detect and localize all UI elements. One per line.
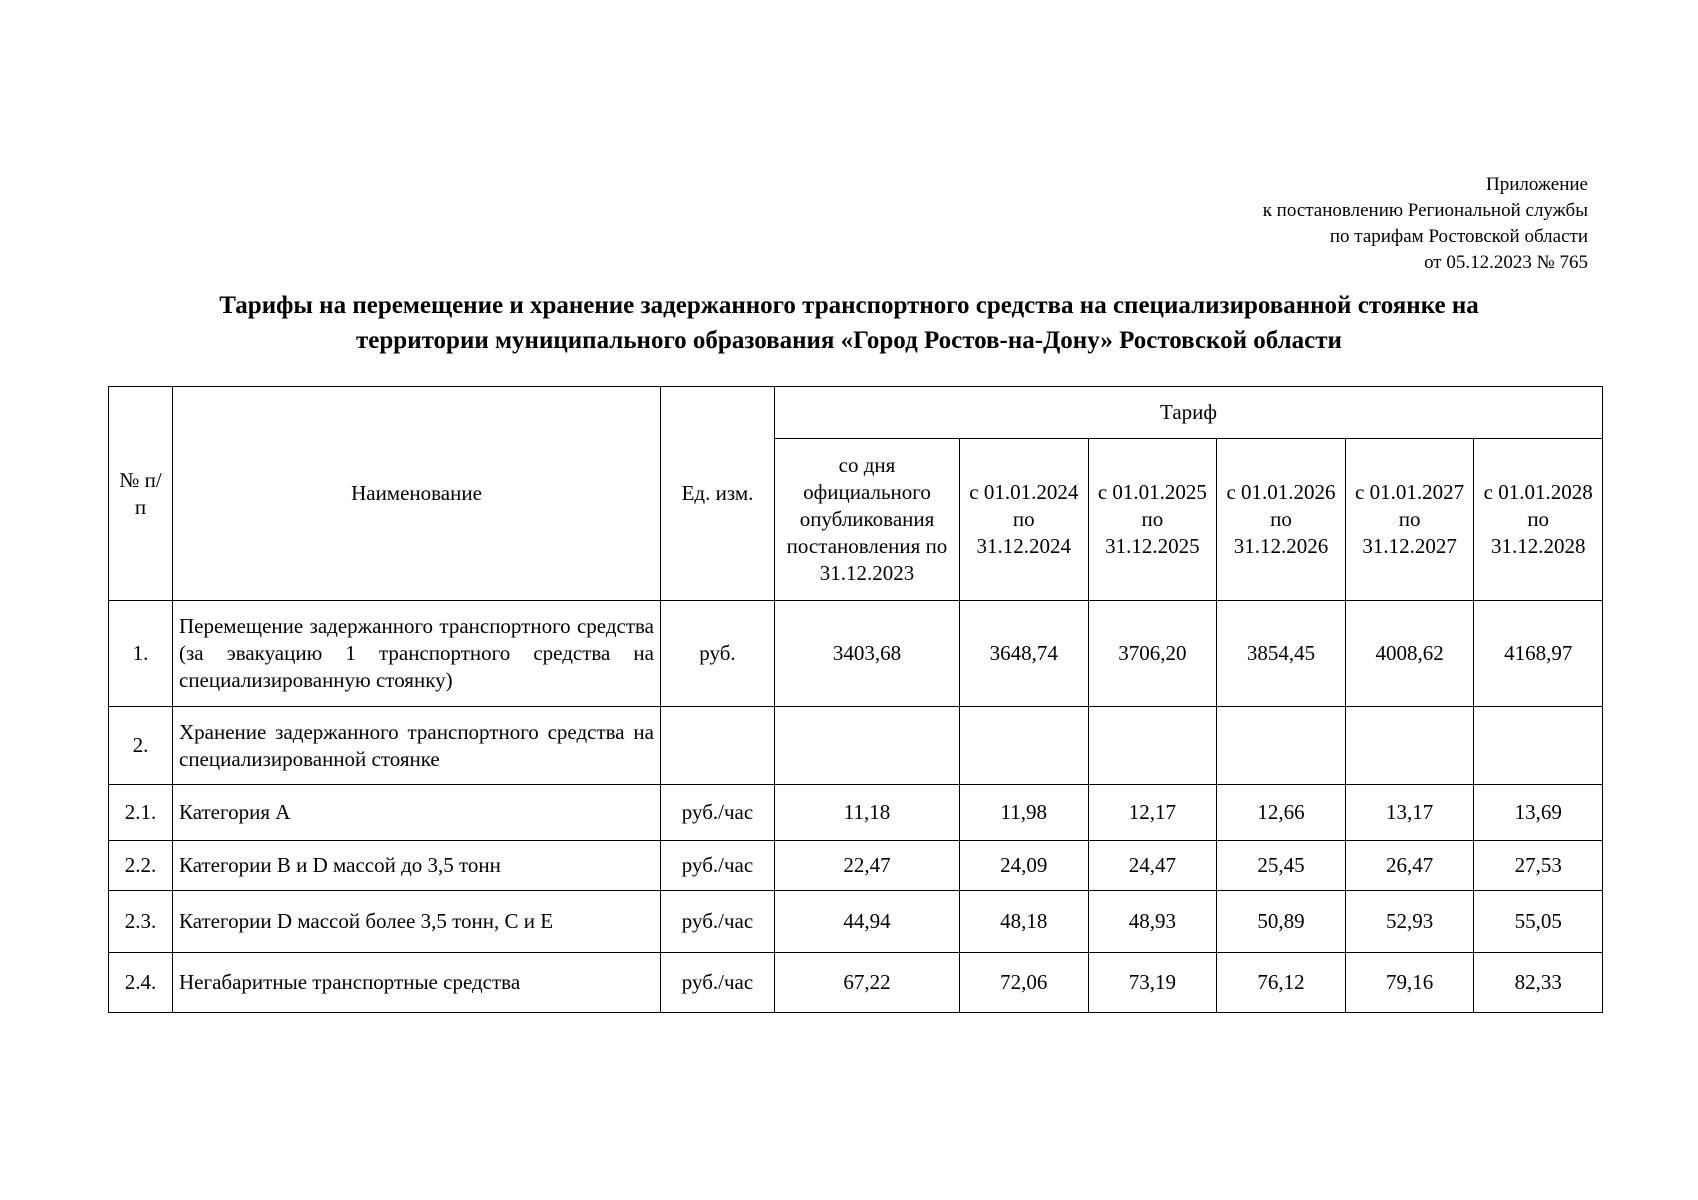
appendix-line: от 05.12.2023 № 765 [1424, 252, 1588, 273]
table-row [109, 891, 1603, 953]
header-row [109, 387, 1603, 439]
table-row [109, 953, 1603, 1013]
row-value: 11,98 [960, 785, 1089, 841]
row-value: 52,93 [1345, 891, 1474, 953]
appendix-line: к постановлению Региональной службы [1262, 200, 1588, 221]
appendix-block [1263, 172, 1588, 276]
row-value: 48,93 [1088, 891, 1217, 953]
row-name: Перемещение задержанного транспортного средства (за эвакуацию 1 транспортного средства на специализированную стоянку) [173, 601, 661, 707]
header-period: с 01.01.2025 по 31.12.2025 [1088, 439, 1217, 601]
row-unit: руб. [661, 601, 775, 707]
row-value: 22,47 [775, 841, 960, 891]
row-value: 24,47 [1088, 841, 1217, 891]
table-row [109, 707, 1603, 785]
row-value: 4008,62 [1345, 601, 1474, 707]
row-value: 82,33 [1474, 953, 1603, 1013]
document-title-line: Тарифы на перемещение и хранение задержанного транспортного средства на специализированной стоянке на [219, 292, 1479, 319]
row-value: 25,45 [1217, 841, 1346, 891]
row-name: Категория А [173, 785, 661, 841]
table-row [109, 785, 1603, 841]
row-value: 55,05 [1474, 891, 1603, 953]
row-value: 72,06 [960, 953, 1089, 1013]
row-value: 76,12 [1217, 953, 1346, 1013]
row-value: 48,18 [960, 891, 1089, 953]
row-value [1217, 707, 1346, 785]
row-number: 1. [109, 601, 173, 707]
row-value: 3706,20 [1088, 601, 1217, 707]
row-value: 27,53 [1474, 841, 1603, 891]
table-row [109, 601, 1603, 707]
header-period: с 01.01.2026 по 31.12.2026 [1217, 439, 1346, 601]
row-name: Категории B и D массой до 3,5 тонн [173, 841, 661, 891]
header-tariff: Тариф [775, 387, 1603, 439]
row-number: 2. [109, 707, 173, 785]
row-value: 24,09 [960, 841, 1089, 891]
row-unit [661, 707, 775, 785]
row-name: Хранение задержанного транспортного средства на специализированной стоянке [173, 707, 661, 785]
row-name: Категории D массой более 3,5 тонн, C и E [173, 891, 661, 953]
appendix-line: Приложение [1486, 174, 1588, 195]
row-number: 2.3. [109, 891, 173, 953]
row-value: 26,47 [1345, 841, 1474, 891]
row-value: 3854,45 [1217, 601, 1346, 707]
row-unit: руб./час [661, 891, 775, 953]
appendix-line: по тарифам Ростовской области [1329, 226, 1588, 247]
row-number: 2.4. [109, 953, 173, 1013]
row-value: 12,17 [1088, 785, 1217, 841]
row-value: 13,17 [1345, 785, 1474, 841]
row-value: 3403,68 [775, 601, 960, 707]
header-period: с 01.01.2028 по 31.12.2028 [1474, 439, 1603, 601]
row-unit: руб./час [661, 953, 775, 1013]
header-period: со дня официального опубликования постановления по 31.12.2023 [775, 439, 960, 601]
header-period: с 01.01.2024 по 31.12.2024 [960, 439, 1089, 601]
row-value: 44,94 [775, 891, 960, 953]
table-row [109, 841, 1603, 891]
header-number: № п/п [109, 387, 173, 601]
row-unit: руб./час [661, 785, 775, 841]
row-number: 2.2. [109, 841, 173, 891]
row-value [1088, 707, 1217, 785]
document-title [100, 288, 1598, 358]
row-value: 50,89 [1217, 891, 1346, 953]
row-unit: руб./час [661, 841, 775, 891]
row-value [960, 707, 1089, 785]
row-value [1345, 707, 1474, 785]
row-number: 2.1. [109, 785, 173, 841]
row-value [1474, 707, 1603, 785]
header-period: с 01.01.2027 по 31.12.2027 [1345, 439, 1474, 601]
row-value: 13,69 [1474, 785, 1603, 841]
row-value: 4168,97 [1474, 601, 1603, 707]
row-value: 11,18 [775, 785, 960, 841]
tariff-table [108, 386, 1603, 1013]
row-value [775, 707, 960, 785]
row-value: 12,66 [1217, 785, 1346, 841]
header-name: Наименование [173, 387, 661, 601]
header-unit: Ед. изм. [661, 387, 775, 601]
row-value: 79,16 [1345, 953, 1474, 1013]
row-value: 67,22 [775, 953, 960, 1013]
row-value: 73,19 [1088, 953, 1217, 1013]
document-title-line: территории муниципального образования «Город Ростов-на-Дону» Ростовской области [356, 327, 1342, 354]
row-name: Негабаритные транспортные средства [173, 953, 661, 1013]
row-value: 3648,74 [960, 601, 1089, 707]
